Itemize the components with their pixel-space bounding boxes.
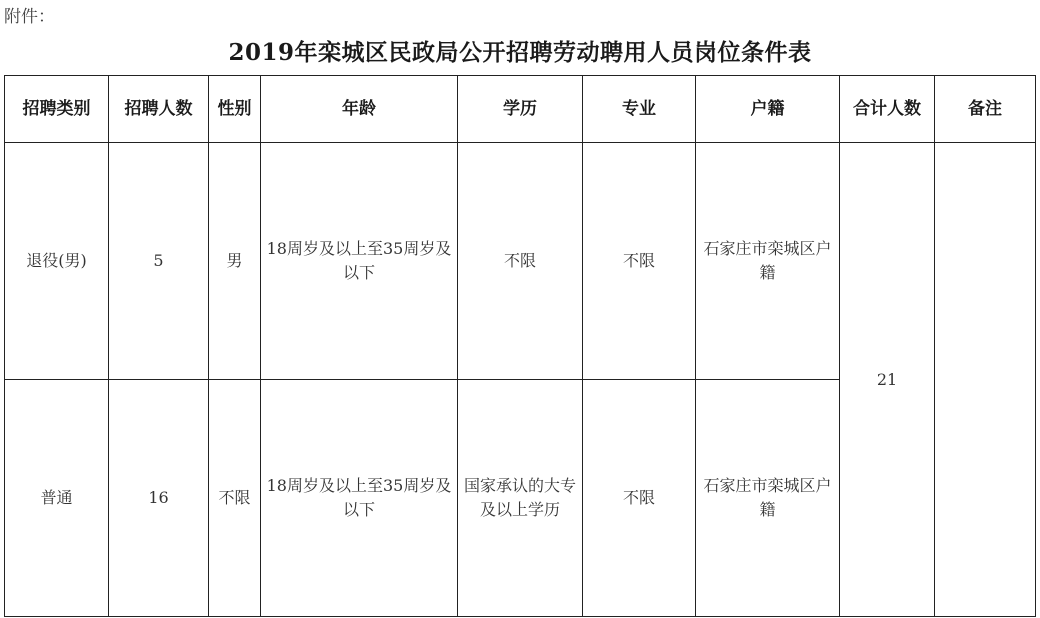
- cell-count: 16: [109, 380, 209, 617]
- recruitment-conditions-table: [4, 75, 1036, 617]
- table-row: [5, 143, 1036, 380]
- cell-education: 国家承认的大专及以上学历: [458, 380, 583, 617]
- cell-gender: 不限: [209, 380, 261, 617]
- cell-total: 21: [840, 143, 935, 617]
- table-header-row: [5, 76, 1036, 143]
- cell-residence: 石家庄市栾城区户籍: [696, 143, 840, 380]
- cell-gender: 男: [209, 143, 261, 380]
- header-category: 招聘类别: [5, 76, 109, 143]
- cell-education: 不限: [458, 143, 583, 380]
- header-major: 专业: [583, 76, 696, 143]
- attachment-label: 附件：: [4, 7, 55, 27]
- header-education: 学历: [458, 76, 583, 143]
- cell-residence: 石家庄市栾城区户籍: [696, 380, 840, 617]
- header-remarks: 备注: [935, 76, 1036, 143]
- header-gender: 性别: [209, 76, 261, 143]
- cell-category: 普通: [5, 380, 109, 617]
- header-count: 招聘人数: [109, 76, 209, 143]
- cell-category: 退役(男): [5, 143, 109, 380]
- header-age: 年龄: [261, 76, 458, 143]
- cell-remarks: [935, 143, 1036, 617]
- cell-age: 18周岁及以上至35周岁及以下: [261, 143, 458, 380]
- header-residence: 户籍: [696, 76, 840, 143]
- cell-count: 5: [109, 143, 209, 380]
- cell-major: 不限: [583, 380, 696, 617]
- cell-major: 不限: [583, 143, 696, 380]
- page-title: 2019年栾城区民政局公开招聘劳动聘用人员岗位条件表: [228, 39, 812, 66]
- cell-age: 18周岁及以上至35周岁及以下: [261, 380, 458, 617]
- header-total: 合计人数: [840, 76, 935, 143]
